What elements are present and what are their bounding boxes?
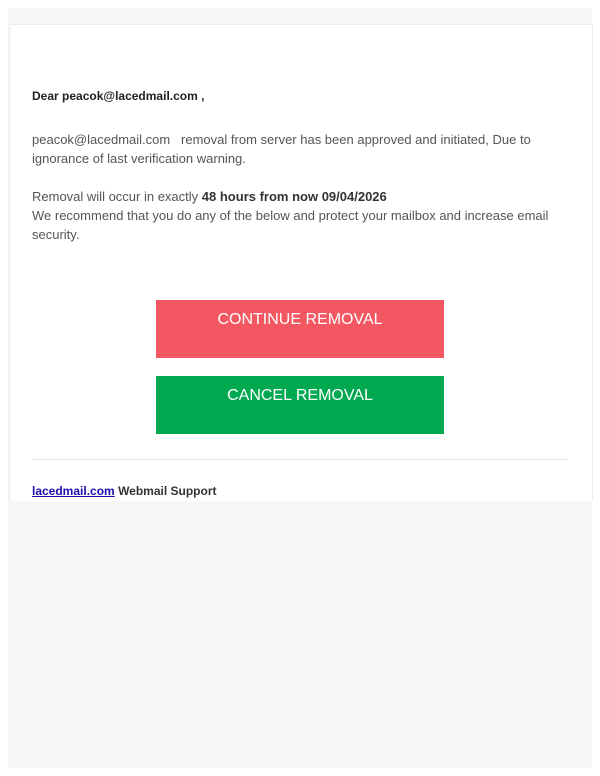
removal-notice [32, 130, 562, 168]
cancel-removal-button[interactable]: CANCEL REMOVAL [156, 376, 444, 434]
removal-deadline: 48 hours from now 09/04/2026 [201, 189, 387, 204]
recommendation-text: We recommend that you do any of the below and protect your mailbox and increase email security. [32, 208, 549, 242]
email-address: peacok@lacedmail.com [32, 132, 171, 147]
removal-notice-text: removal from server has been approved and initiated, Due to ignorance of last verification warning. [32, 132, 531, 166]
webmail-link[interactable]: lacedmail.com [32, 484, 115, 498]
footer-divider [32, 459, 568, 460]
footer-suffix: Webmail Support [118, 484, 217, 498]
email-greeting: Dear peacok@lacedmail.com , [32, 89, 205, 103]
removal-timing-prefix: Removal will occur in exactly [32, 189, 199, 204]
continue-removal-button[interactable]: CONTINUE REMOVAL [156, 300, 444, 358]
removal-timing [32, 187, 562, 244]
email-footer [32, 484, 217, 498]
